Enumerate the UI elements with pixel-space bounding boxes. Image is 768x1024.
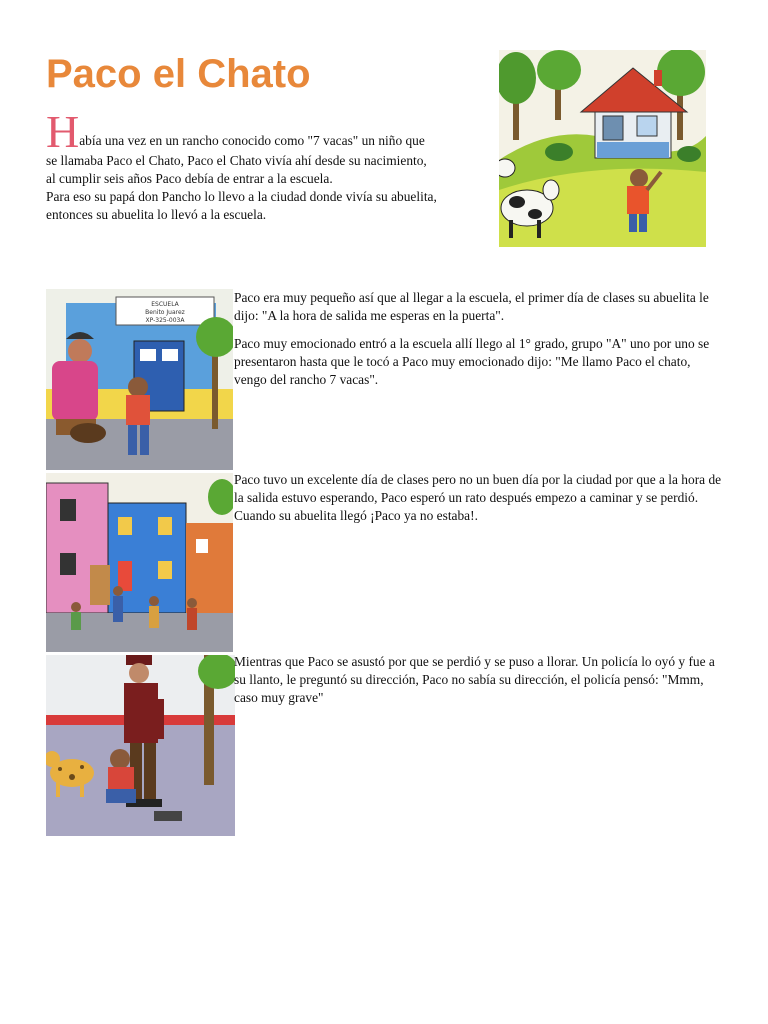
story-paragraph: Paco muy emocionado entró a la escuela allí llego al 1° grado, grupo "A" uno por uno se presentaron hasta que le tocó a Paco muy emocionado dijo: "Me llamo Paco el chato, vengo del rancho 7 vacas". xyxy=(234,336,710,387)
story-section-2 xyxy=(234,471,726,535)
ranch-illustration xyxy=(499,50,706,247)
story-paragraph: Paco era muy pequeño así que al llegar a la escuela, el primer día de clases su abuelita le dijo: "A la hora de salida me esperas en la puerta". xyxy=(234,290,709,323)
intro-first-line-text: abía una vez en un rancho conocido como "7 vacas" un niño que xyxy=(79,133,425,148)
intro-line: Para eso su papá don Pancho lo llevo a la ciudad donde vivía su abuelita, xyxy=(46,189,437,204)
drop-cap: H xyxy=(46,106,80,157)
intro-line: se llamaba Paco el Chato, Paco el Chato vivía ahí desde su nacimiento, xyxy=(46,153,427,168)
school-sign-line-1: ESCUELA xyxy=(151,301,179,308)
page-title: Paco el Chato xyxy=(46,52,311,96)
school-illustration xyxy=(46,289,233,470)
story-paragraph: Paco tuvo un excelente día de clases pero no un buen día por la ciudad por que a la hora de la salida estuvo esperando, Paco esperó un rato después empezo a caminar y se perdió. Cuando su abuelita llegó ¡Paco ya no estaba!. xyxy=(234,472,722,523)
city-street-illustration xyxy=(46,473,233,652)
story-section-1 xyxy=(234,289,726,399)
intro-line: entonces su abuelita lo llevó a la escuela. xyxy=(46,207,267,222)
intro-paragraph xyxy=(46,106,491,224)
school-sign-line-2: Benito Juarez xyxy=(145,309,185,316)
story-paragraph: Mientras que Paco se asustó por que se perdió y se puso a llorar. Un policía lo oyó y fue a su llanto, le preguntó su dirección, Paco no sabía su dirección, el policía pensó: "Mmm, caso muy grave" xyxy=(234,654,715,705)
intro-line: al cumplir seis años Paco debía de entrar a la escuela. xyxy=(46,171,333,186)
story-section-3 xyxy=(234,653,726,717)
school-sign-line-3: XP-325-003A xyxy=(145,317,185,324)
policeman-illustration xyxy=(46,655,235,836)
intro-first-line xyxy=(46,106,491,157)
